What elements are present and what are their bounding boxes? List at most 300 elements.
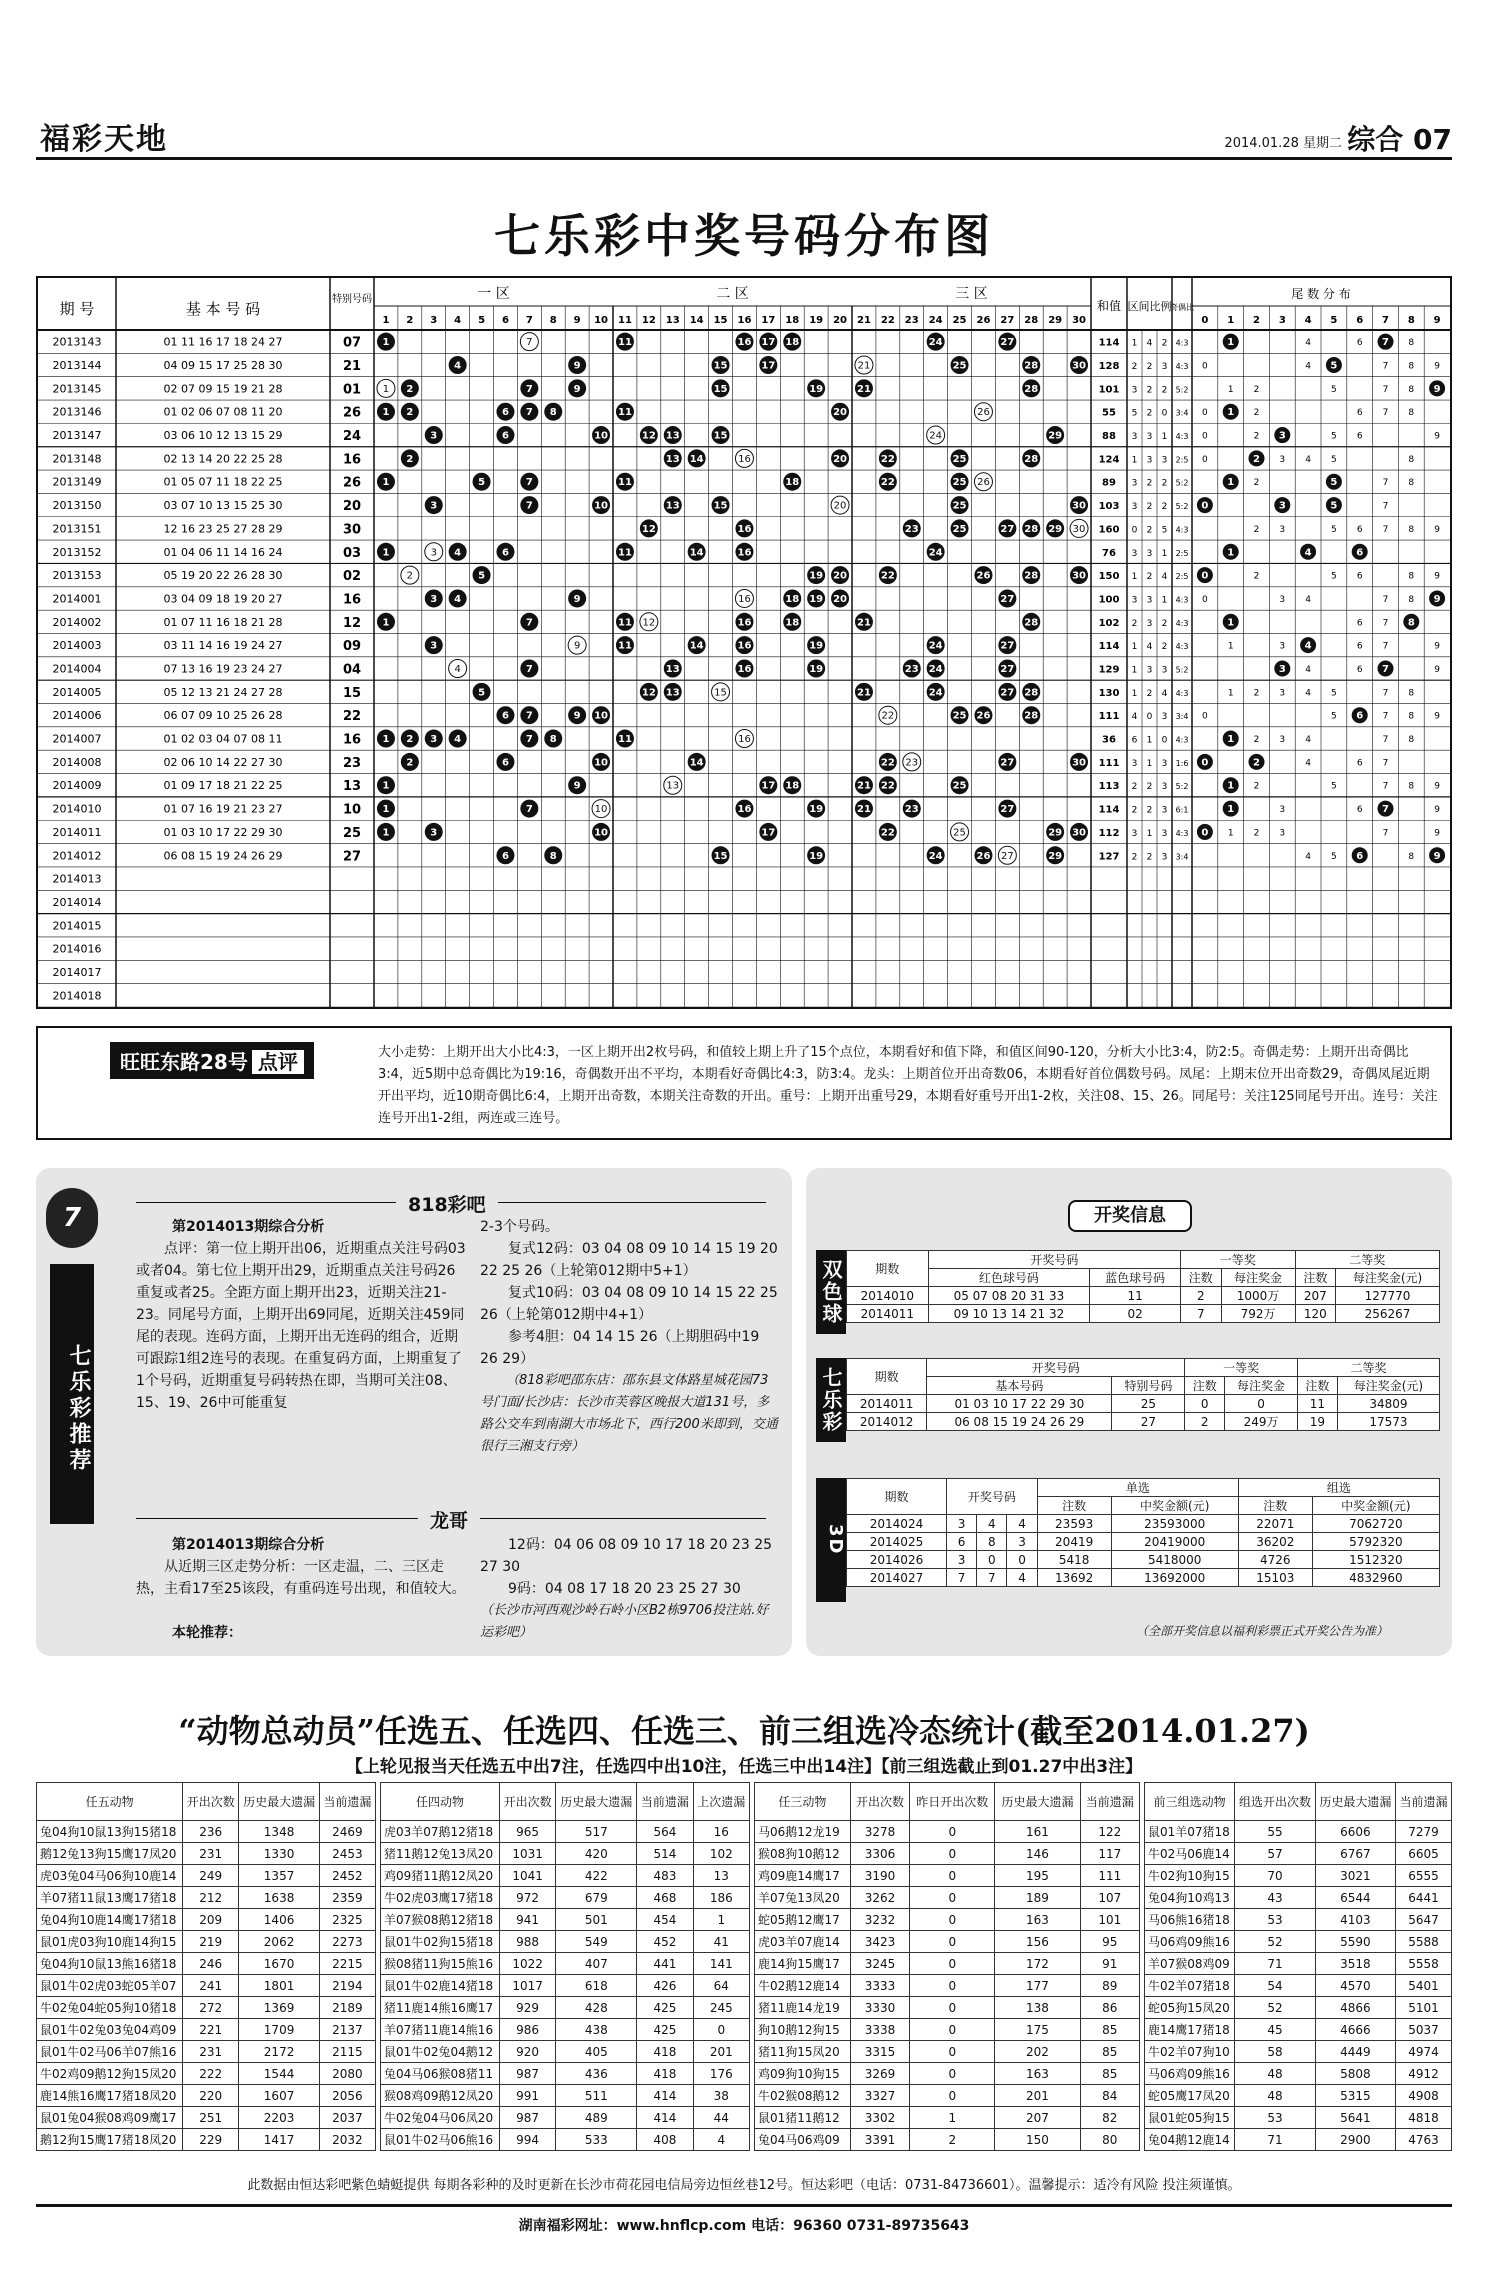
table-row — [37, 1953, 376, 1975]
drawn-ball-label: 4 — [454, 547, 462, 559]
table-cell: 1031 — [499, 1843, 555, 1865]
table-cell: 2 — [1185, 1413, 1225, 1431]
ratio-cell: 2 — [1146, 478, 1153, 489]
table-cell: 蛇05鹅12鹰17 — [755, 1909, 851, 1931]
table-cell: 20419 — [1037, 1533, 1111, 1551]
comment-text: 大小走势：上期开出大小比4:3，一区上期开出2枚号码，和值较上期上升了15个点位，本期看好和值下降，和值区间90-120，分析大小比3:4，防2:5。奇偶走势：上期开出奇偶比3:4，近5期中总奇偶比为19:16，奇偶数开出不平均，本期看好奇偶比4:3，防3:4。龙头：上期首位开出奇数06，本期看好首位偶数号码。凤尾：上期末位开出奇数29，奇偶凤尾近期开出平均，近10期奇偶比6:4，上期开出奇数，本期关注奇数的开出。重号：上期开出重号29，本期看好重号开出1-2枚，关注08、15、26。同尾号：关注125同尾号开出。连号：关注连号开出1-2组，两连或三连号。 — [378, 1045, 1438, 1126]
ratio-cell: 1 — [1146, 828, 1153, 839]
number-header: 30 — [1072, 315, 1087, 326]
table-cell: 鼠01羊07猪18 — [1145, 1821, 1235, 1843]
ratio-cell: 4 — [1131, 712, 1138, 723]
drawn-ball-label: 18 — [785, 617, 800, 629]
drawn-ball-label: 24 — [928, 337, 943, 349]
ratio-cell: 3 — [1161, 665, 1168, 676]
table-cell: 85 — [1080, 2063, 1139, 2085]
tail-digit: 8 — [1408, 711, 1415, 722]
side-label: 七乐彩推荐 — [50, 1264, 94, 1524]
table-cell: 3021 — [1315, 1865, 1395, 1887]
h: 注数 — [1238, 1497, 1312, 1515]
distribution-grid-svg — [38, 278, 1450, 1007]
ratio-cell: 3 — [1161, 362, 1168, 373]
b-9: 9码：04 08 17 18 20 23 25 27 30 — [508, 1581, 741, 1597]
table-cell: 4866 — [1315, 1997, 1395, 2019]
tail-digit: 1 — [1227, 641, 1234, 652]
ratio-cell: 1 — [1146, 735, 1153, 746]
header-tail: 尾 数 分 布 — [1291, 287, 1351, 301]
drawn-ball-label: 26 — [976, 710, 991, 722]
drawn-ball-label: 8 — [549, 850, 557, 862]
table-row — [847, 1413, 1440, 1431]
table-cell: 虎03羊07鹿14 — [755, 1931, 851, 1953]
table-cell: 246 — [183, 1953, 239, 1975]
sum-cell: 111 — [1098, 757, 1120, 769]
drawn-ball-label: 3 — [430, 500, 438, 512]
table-cell: 05 07 08 20 31 33 — [928, 1287, 1090, 1305]
special-ball-label: 30 — [1072, 523, 1086, 535]
drawn-ball-label: 1 — [382, 734, 390, 746]
table-row — [37, 2063, 376, 2085]
table-cell: 4666 — [1315, 2019, 1395, 2041]
basic-cell: 02 07 09 15 19 21 28 — [163, 382, 283, 396]
column-header: 昨日开出次数 — [910, 1783, 995, 1821]
drawn-ball-label: 2 — [406, 453, 414, 465]
table-cell: 207 — [995, 2107, 1080, 2129]
table-cell: 418 — [637, 2041, 693, 2063]
basic-cell: 03 04 09 18 19 20 27 — [163, 592, 283, 606]
oddeven-cell: 4:3 — [1175, 362, 1189, 372]
table-cell: 猪11鹿14熊16鹰17 — [381, 1997, 500, 2019]
table-cell: 2037 — [319, 2107, 375, 2129]
table-header-row — [381, 1783, 750, 1821]
header-zone1: 一 区 — [477, 286, 510, 302]
table-cell: 0 — [910, 1865, 995, 1887]
special-ball-label: 3 — [430, 547, 437, 559]
ratio-cell: 3 — [1131, 502, 1138, 513]
table-cell: 23593 — [1037, 1515, 1111, 1533]
table-row — [381, 2019, 750, 2041]
basic-cell: 02 13 14 20 22 25 28 — [163, 452, 283, 466]
tail-digit: 8 — [1408, 735, 1415, 746]
oddeven-cell: 3:4 — [1175, 852, 1189, 862]
tail-digit: 4 — [1305, 594, 1311, 605]
tail-digit: 8 — [1408, 384, 1415, 395]
tail-digit: 4 — [1305, 665, 1311, 675]
drawn-ball-label: 16 — [737, 664, 752, 675]
table-cell: 48 — [1235, 2085, 1315, 2107]
table-header-row — [755, 1783, 1140, 1821]
ratio-cell: 2 — [1131, 852, 1138, 863]
table-cell: 245 — [693, 1997, 749, 2019]
table-cell: 36202 — [1238, 1533, 1312, 1551]
b-addr: （长沙市河西观沙岭石岭小区B2栋9706投注站.好运彩吧） — [480, 1603, 769, 1640]
table-cell: 2014011 — [847, 1395, 927, 1413]
panel-kaijiang — [806, 1168, 1452, 1656]
table-cell: 7062720 — [1312, 1515, 1439, 1533]
drawn-ball-label: 3 — [430, 593, 438, 605]
table-cell: 鼠01牛02狗15猪18 — [381, 1931, 500, 1953]
drawn-ball-label: 11 — [617, 734, 632, 746]
tail-digit: 2 — [1253, 735, 1260, 746]
tail-digit: 6 — [1356, 758, 1363, 769]
table-cell: 2014011 — [847, 1305, 929, 1323]
table-cell: 4 — [693, 2129, 749, 2151]
oddeven-cell: 6:1 — [1175, 805, 1189, 815]
drawn-ball-label: 28 — [1024, 687, 1039, 699]
drawn-ball-label: 6 — [501, 407, 509, 419]
drawn-ball-label: 19 — [809, 640, 824, 652]
table-cell: 0 — [910, 1931, 995, 1953]
table-cell: 1330 — [239, 1843, 320, 1865]
tail-ball-label: 1 — [1227, 407, 1235, 419]
table-cell: 3518 — [1315, 1953, 1395, 1975]
tail-digit: 3 — [1279, 828, 1286, 839]
table-row — [1145, 2085, 1452, 2107]
table-cell: 3302 — [850, 2107, 909, 2129]
drawn-ball-label: 20 — [833, 453, 848, 465]
oddeven-cell: 5:2 — [1175, 665, 1189, 675]
column-header: 历史最大遗漏 — [239, 1783, 320, 1821]
tail-digit: 7 — [1382, 711, 1389, 722]
period-cell: 2014015 — [52, 919, 102, 933]
drawn-ball-label: 16 — [737, 547, 752, 559]
ratio-cell: 3 — [1131, 758, 1138, 769]
period-cell: 2013146 — [52, 405, 102, 419]
table-cell: 425 — [637, 1997, 693, 2019]
table-cell: 牛02鸡09鹅12狗15凤20 — [37, 2063, 183, 2085]
tail-digit: 6 — [1356, 641, 1363, 652]
tail-digit: 7 — [1382, 478, 1389, 489]
drawn-ball-label: 30 — [1072, 757, 1087, 769]
table-cell: 3190 — [850, 1865, 909, 1887]
table-cell: 5418 — [1037, 1551, 1111, 1569]
special-cell: 30 — [342, 522, 362, 538]
drawn-ball-label: 29 — [1048, 850, 1063, 862]
table-cell: 鹿14熊16鹰17猪18凤20 — [37, 2085, 183, 2107]
drawn-ball-label: 25 — [952, 500, 967, 512]
table-cell: 6605 — [1396, 1843, 1452, 1865]
ratio-cell: 2 — [1161, 642, 1168, 653]
table-cell: 0 — [910, 2063, 995, 2085]
table-cell: 22071 — [1238, 1515, 1312, 1533]
drawn-ball-label: 9 — [573, 710, 581, 722]
table-cell: 1017 — [499, 1975, 555, 1997]
digit-cell: 8 — [977, 1533, 1007, 1551]
table-cell: 25 — [1112, 1395, 1185, 1413]
basic-cell: 05 12 13 21 24 27 28 — [163, 685, 283, 699]
table-cell: 501 — [556, 1909, 637, 1931]
table-cell: 猪11狗15凤20 — [755, 2041, 851, 2063]
h: 开奖号码 — [928, 1251, 1180, 1269]
masthead-logo: 福彩天地 — [40, 122, 168, 157]
number-header: 16 — [737, 315, 752, 326]
basic-cell: 01 05 07 11 18 22 25 — [163, 475, 283, 489]
tail-ball-label: 2 — [1253, 453, 1260, 465]
table-cell: 5808 — [1315, 2063, 1395, 2085]
table-cell: 猴08狗10鹅12 — [755, 1843, 851, 1865]
panel-818 — [36, 1168, 792, 1656]
digit-cell: 4 — [1007, 1515, 1037, 1533]
drawn-ball-label: 19 — [809, 593, 824, 605]
tail-header: 2 — [1253, 315, 1260, 326]
tail-ball-label: 5 — [1330, 360, 1338, 372]
h: 期数 — [847, 1479, 947, 1515]
table-cell: 鸡09鹿14鹰17 — [755, 1865, 851, 1887]
table-cell: 5641 — [1315, 2107, 1395, 2129]
ratio-cell: 2 — [1161, 618, 1168, 629]
drawn-ball-label: 14 — [689, 547, 704, 559]
table-cell: 414 — [637, 2085, 693, 2107]
special-ball-label: 7 — [526, 337, 533, 349]
drawn-ball-label: 25 — [952, 453, 967, 465]
table-cell: 161 — [995, 1821, 1080, 1843]
table-row — [381, 2085, 750, 2107]
table-cell: 2325 — [319, 1909, 375, 1931]
table-cell: 177 — [995, 1975, 1080, 1997]
drawn-ball-label: 8 — [549, 734, 557, 746]
tail-digit: 9 — [1434, 431, 1440, 442]
table-cell: 01 03 10 17 22 29 30 — [927, 1395, 1112, 1413]
table-cell: 0 — [910, 1843, 995, 1865]
drawn-ball-label: 13 — [665, 430, 680, 442]
tail-digit: 8 — [1408, 688, 1415, 699]
h: 注数 — [1037, 1497, 1111, 1515]
table-cell: 3333 — [850, 1975, 909, 1997]
sum-cell: 129 — [1098, 664, 1120, 676]
table-cell: 4832960 — [1312, 1569, 1439, 1587]
ratio-cell: 6 — [1131, 735, 1138, 746]
oddeven-cell: 3:4 — [1175, 408, 1189, 418]
tail-digit: 2 — [1253, 478, 1260, 489]
table-cell: 0 — [910, 1821, 995, 1843]
comment-tag — [110, 1042, 314, 1079]
drawn-ball-label: 19 — [809, 570, 824, 582]
h: 每注奖金 — [1221, 1269, 1295, 1287]
ratio-cell: 2 — [1146, 525, 1153, 536]
drawn-ball-label: 26 — [976, 570, 991, 582]
tail-digit: 6 — [1356, 408, 1363, 419]
tail-digit: 1 — [1227, 384, 1234, 395]
tail-digit: 7 — [1382, 735, 1389, 746]
table-cell: 11 — [1090, 1287, 1181, 1305]
sum-cell: 114 — [1098, 337, 1120, 349]
drawn-ball-label: 13 — [665, 687, 680, 699]
table-cell: 牛02马06鹿14 — [1145, 1843, 1235, 1865]
oddeven-cell: 4:3 — [1175, 525, 1189, 535]
basic-cell: 01 07 11 16 18 21 28 — [163, 615, 283, 629]
cold-table-r5 — [36, 1782, 376, 2151]
number-header: 12 — [641, 315, 656, 326]
table-cell: 3269 — [850, 2063, 909, 2085]
tail-digit: 7 — [1382, 758, 1389, 769]
basic-cell: 04 09 15 17 25 28 30 — [163, 359, 283, 373]
table-cell: 0 — [910, 2041, 995, 2063]
drawn-ball-label: 23 — [904, 664, 919, 675]
number-header: 14 — [689, 315, 704, 326]
table-cell: 鹅12兔13狗15鹰17凤20 — [37, 1843, 183, 1865]
3d-label: 3D — [816, 1478, 846, 1602]
ratio-cell: 3 — [1131, 478, 1138, 489]
header-sum: 和值 — [1096, 299, 1122, 313]
special-cell: 15 — [342, 685, 362, 701]
drawn-ball-label: 28 — [1024, 360, 1039, 372]
ratio-cell: 3 — [1146, 595, 1153, 606]
tail-ball-label: 7 — [1382, 804, 1389, 816]
table-cell: 53 — [1235, 2107, 1315, 2129]
drawn-ball-label: 15 — [713, 430, 728, 442]
sum-cell: 111 — [1098, 711, 1120, 723]
digit-cell: 7 — [947, 1569, 977, 1587]
table-cell: 兔04鹅12鹿14 — [1145, 2129, 1235, 2151]
drawn-ball-label: 3 — [430, 734, 438, 746]
table-row — [755, 2085, 1140, 2107]
table-cell: 792万 — [1221, 1305, 1295, 1323]
drawn-ball-label: 19 — [809, 383, 824, 395]
table-cell: 鼠01牛02鹿14猪18 — [381, 1975, 500, 1997]
drawn-ball-label: 10 — [594, 500, 609, 512]
h: 中奖金额(元) — [1111, 1497, 1238, 1515]
ratio-cell: 3 — [1161, 782, 1168, 793]
table-row — [755, 2107, 1140, 2129]
drawn-ball-label: 9 — [573, 780, 581, 792]
tail-digit: 5 — [1331, 711, 1337, 722]
ratio-cell: 1 — [1131, 572, 1138, 583]
table-cell: 221 — [183, 2019, 239, 2041]
special-cell: 24 — [342, 429, 362, 445]
basic-cell: 01 04 06 11 14 16 24 — [163, 545, 283, 559]
period-cell: 2013148 — [52, 452, 102, 466]
tail-digit: 5 — [1331, 384, 1337, 395]
table-cell: 4974 — [1396, 2041, 1452, 2063]
tail-digit: 5 — [1331, 431, 1337, 442]
ratio-cell: 1 — [1131, 642, 1138, 653]
tail-digit: 0 — [1202, 361, 1208, 372]
table-row — [37, 1975, 376, 1997]
table-cell: 920 — [499, 2041, 555, 2063]
sum-cell: 124 — [1098, 454, 1120, 466]
tail-digit: 9 — [1434, 711, 1440, 722]
drawn-ball-label: 13 — [665, 453, 680, 465]
table-cell: 0 — [1225, 1395, 1298, 1413]
sum-cell: 36 — [1102, 734, 1116, 746]
table-cell: 48 — [1235, 2063, 1315, 2085]
period-cell: 2014007 — [52, 732, 102, 746]
drawn-ball-label: 6 — [501, 850, 509, 862]
tail-ball-label: 8 — [1407, 617, 1415, 629]
table-header-row — [37, 1783, 376, 1821]
table-row — [755, 1843, 1140, 1865]
table-cell: 229 — [183, 2129, 239, 2151]
column-header: 开出次数 — [850, 1783, 909, 1821]
table-cell: 186 — [693, 1887, 749, 1909]
ratio-cell: 2 — [1131, 805, 1138, 816]
oddeven-cell: 4:3 — [1175, 338, 1189, 348]
table-cell: 452 — [637, 1931, 693, 1953]
table-header-row — [1145, 1783, 1452, 1821]
drawn-ball-label: 9 — [573, 383, 581, 395]
table-cell: 4818 — [1396, 2107, 1452, 2129]
table-cell: 146 — [995, 1843, 1080, 1865]
table-cell: 45 — [1235, 2019, 1315, 2041]
table-cell: 0 — [693, 2019, 749, 2041]
table-cell: 991 — [499, 2085, 555, 2107]
table-cell: 23593000 — [1111, 1515, 1238, 1533]
period-cell: 2014002 — [52, 615, 102, 629]
table-cell: 272 — [183, 1997, 239, 2019]
drawn-ball-label: 10 — [594, 757, 609, 769]
number-header: 24 — [928, 315, 943, 326]
special-cell: 21 — [342, 359, 362, 375]
table-cell: 34809 — [1337, 1395, 1439, 1413]
drawn-ball-label: 15 — [713, 500, 728, 512]
tail-ball-label: 9 — [1433, 593, 1441, 605]
tail-ball-label: 0 — [1201, 570, 1209, 582]
table-cell: 249 — [183, 1865, 239, 1887]
tail-digit: 6 — [1356, 571, 1363, 582]
drawn-ball-label: 12 — [641, 523, 656, 535]
table-row — [381, 1953, 750, 1975]
drawn-ball-label: 30 — [1072, 500, 1087, 512]
ratio-cell: 4 — [1161, 688, 1168, 699]
basic-cell: 05 19 20 22 26 28 30 — [163, 569, 283, 583]
table-row — [755, 1887, 1140, 1909]
ratio-cell: 0 — [1146, 712, 1153, 723]
number-header: 19 — [809, 315, 824, 326]
ratio-cell: 3 — [1146, 548, 1153, 559]
tail-digit: 9 — [1434, 805, 1440, 816]
table-row — [847, 1551, 1440, 1569]
oddeven-cell: 2:5 — [1175, 572, 1189, 582]
tail-digit: 3 — [1279, 454, 1286, 465]
special-ball-label: 21 — [857, 360, 871, 372]
header-oddeven: 奇偶比 — [1170, 303, 1194, 312]
drawn-ball-label: 20 — [833, 593, 848, 605]
drawn-ball-label: 28 — [1024, 710, 1039, 722]
table-row — [755, 1997, 1140, 2019]
table-cell: 鸡09狗10狗15 — [755, 2063, 851, 2085]
ratio-cell: 3 — [1131, 385, 1138, 396]
table-cell: 441 — [637, 1953, 693, 1975]
h: 二等奖 — [1295, 1251, 1439, 1269]
table-cell: 4763 — [1396, 2129, 1452, 2151]
h: 期数 — [847, 1359, 927, 1395]
table-cell: 120 — [1295, 1305, 1336, 1323]
table-cell: 4908 — [1396, 2085, 1452, 2107]
tail-digit: 3 — [1279, 641, 1286, 652]
drawn-ball-label: 5 — [478, 477, 486, 489]
table-cell: 2014012 — [847, 1413, 927, 1431]
tail-digit: 6 — [1356, 665, 1363, 675]
drawn-ball-label: 15 — [713, 360, 728, 372]
table-cell: 207 — [1295, 1287, 1336, 1305]
table-cell: 422 — [556, 1865, 637, 1887]
tail-digit: 8 — [1408, 338, 1415, 349]
number-header: 2 — [406, 315, 414, 326]
special-ball-label: 9 — [573, 640, 581, 652]
table-cell: 5792320 — [1312, 1533, 1439, 1551]
table-cell: 牛02兔04蛇05狗10猪18 — [37, 1997, 183, 2019]
table-cell: 1512320 — [1312, 1551, 1439, 1569]
table-cell: 1022 — [499, 1953, 555, 1975]
table-cell: 2359 — [319, 1887, 375, 1909]
a-fs1: 复式12码：03 04 08 09 10 14 15 19 20 22 25 26（上轮第012期中5+1） — [480, 1241, 778, 1279]
tail-digit: 6 — [1356, 524, 1363, 535]
table-cell: 牛02狗10狗15 — [1145, 1865, 1235, 1887]
table-row — [1145, 2019, 1452, 2041]
cold-title: “动物总动员”任选五、任选四、任选三、前三组选冷态统计(截至2014.01.27) — [178, 1712, 1310, 1750]
period-cell: 2013147 — [52, 429, 102, 443]
table-cell: 0 — [910, 1953, 995, 1975]
ratio-cell: 1 — [1131, 338, 1138, 349]
